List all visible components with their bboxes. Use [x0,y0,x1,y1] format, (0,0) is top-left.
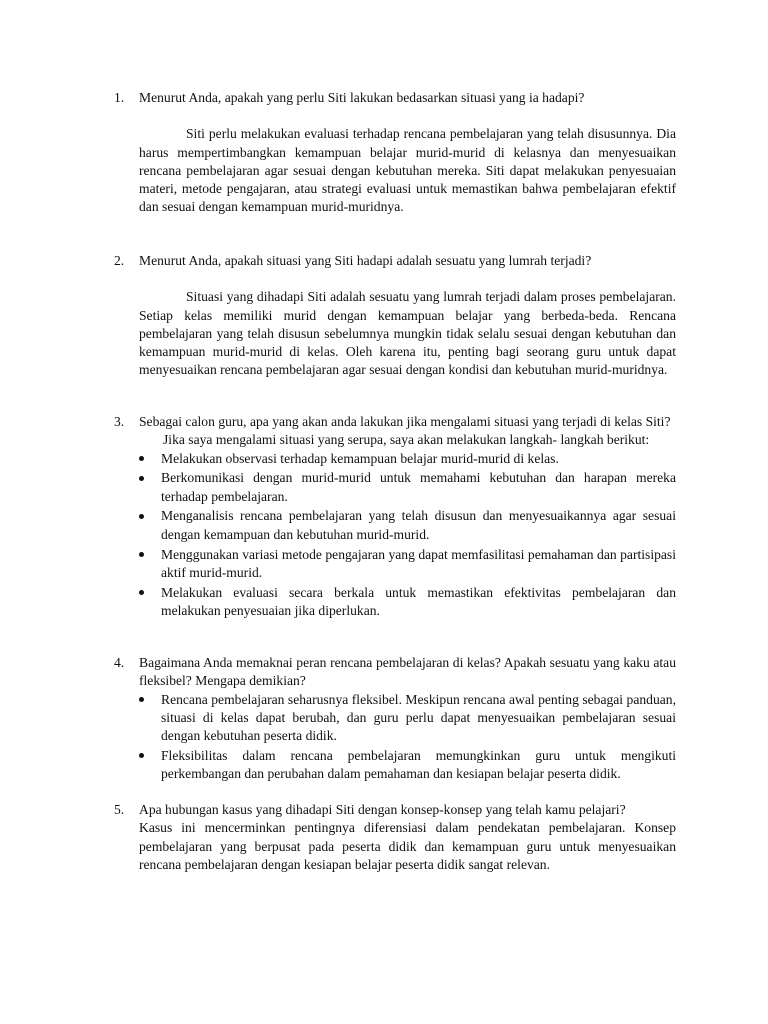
bullet-item: Berkomunikasi dengan murid-murid untuk memahami kebutuhan dan harapan mereka terhadap pembelajaran. [161,469,676,506]
list-item [114,89,676,217]
item-number: 3. [114,414,125,429]
bullet-item: Melakukan observasi terhadap kemampuan belajar murid-murid di kelas. [161,450,676,468]
bullet-item: Fleksibilitas dalam rencana pembelajaran memungkinkan guru untuk mengikuti perkembangan dan perubahan dalam pemahaman dan kesiapan belajar peserta didik. [161,747,676,784]
answer-text: Siti perlu melakukan evaluasi terhadap rencana pembelajaran yang telah disusunnya. Dia harus mempertimbangkan kemampuan belajar murid-murid di kelasnya dan menyesuaikan rencana pembelajaran agar sesuai dengan kebutuhan mereka. Siti dapat melakukan penyesuaian materi, metode pengajaran, atau strategi evaluasi untuk memastikan bahwa pembelajaran efektif dan sesuai dengan kemampuan murid-muridnya. [139,126,676,215]
list-item [114,252,676,380]
question-text: Menurut Anda, apakah situasi yang Siti hadapi adalah sesuatu yang lumrah terjadi? [139,253,592,268]
bullet-icon [139,476,144,481]
answer-text: Kasus ini mencerminkan pentingnya diferensiasi dalam pendekatan pembelajaran. Konsep pembelajaran yang berpusat pada peserta didik dan kemampuan guru untuk menyesuaikan rencana pembelajaran dengan kesiapan belajar peserta didik sangat relevan. [139,820,676,872]
bullet-item: Rencana pembelajaran seharusnya fleksibel. Meskipun rencana awal penting sebagai panduan, situasi di kelas dapat berubah, dan guru perlu dapat menyesuaikan pembelajaran sesuai dengan kebutuhan peserta didik. [161,691,676,746]
question-text: Menurut Anda, apakah yang perlu Siti lakukan bedasarkan situasi yang ia hadapi? [139,90,585,105]
bullet-icon [139,753,144,758]
item-number: 5. [114,802,125,817]
bullet-icon [139,697,144,702]
question-text: Apa hubungan kasus yang dihadapi Siti dengan konsep-konsep yang telah kamu pelajari? [139,802,626,817]
bullet-item: Menganalisis rencana pembelajaran yang telah disusun dan menyesuaikannya agar sesuai dengan kemampuan dan kebutuhan murid-murid. [161,507,676,544]
item-number: 1. [114,90,125,105]
bullet-icon [139,590,144,595]
bullet-icon [139,456,144,461]
question-text: Bagaimana Anda memaknai peran rencana pembelajaran di kelas? Apakah sesuatu yang kaku atau fleksibel? Mengapa demikian? [139,655,676,689]
bullet-list [161,691,676,784]
list-item [114,413,676,622]
bullet-icon [139,514,144,519]
list-item [114,654,676,785]
bullet-item: Menggunakan variasi metode pengajaran yang dapat memfasilitasi pemahaman dan partisipasi aktif murid-murid. [161,546,676,583]
bullet-list [161,450,676,621]
bullet-icon [139,552,144,557]
question-text: Sebagai calon guru, apa yang akan anda lakukan jika mengalami situasi yang terjadi di kelas Siti? [139,414,671,429]
answer-text: Situasi yang dihadapi Siti adalah sesuatu yang lumrah terjadi dalam proses pembelajaran. Setiap kelas memiliki murid dengan kemampuan belajar yang berbeda-beda. Rencana pembelajaran yang telah disusun sebelumnya mungkin tidak selalu sesuai dengan kebutuhan dan kemampuan murid-murid di kelas. Oleh karena itu, penting bagi seorang guru untuk dapat menyesuaikan rencana pembelajaran agar sesuai dengan kondisi dan kebutuhan murid-muridnya. [139,289,676,378]
bullet-item: Melakukan evaluasi secara berkala untuk memastikan efektivitas pembelajaran dan melakukan penyesuaian jika diperlukan. [161,584,676,621]
item-number: 4. [114,655,125,670]
answer-text: Jika saya mengalami situasi yang serupa, saya akan melakukan langkah- langkah berikut: [163,432,650,448]
item-number: 2. [114,253,125,268]
list-item [114,801,676,874]
